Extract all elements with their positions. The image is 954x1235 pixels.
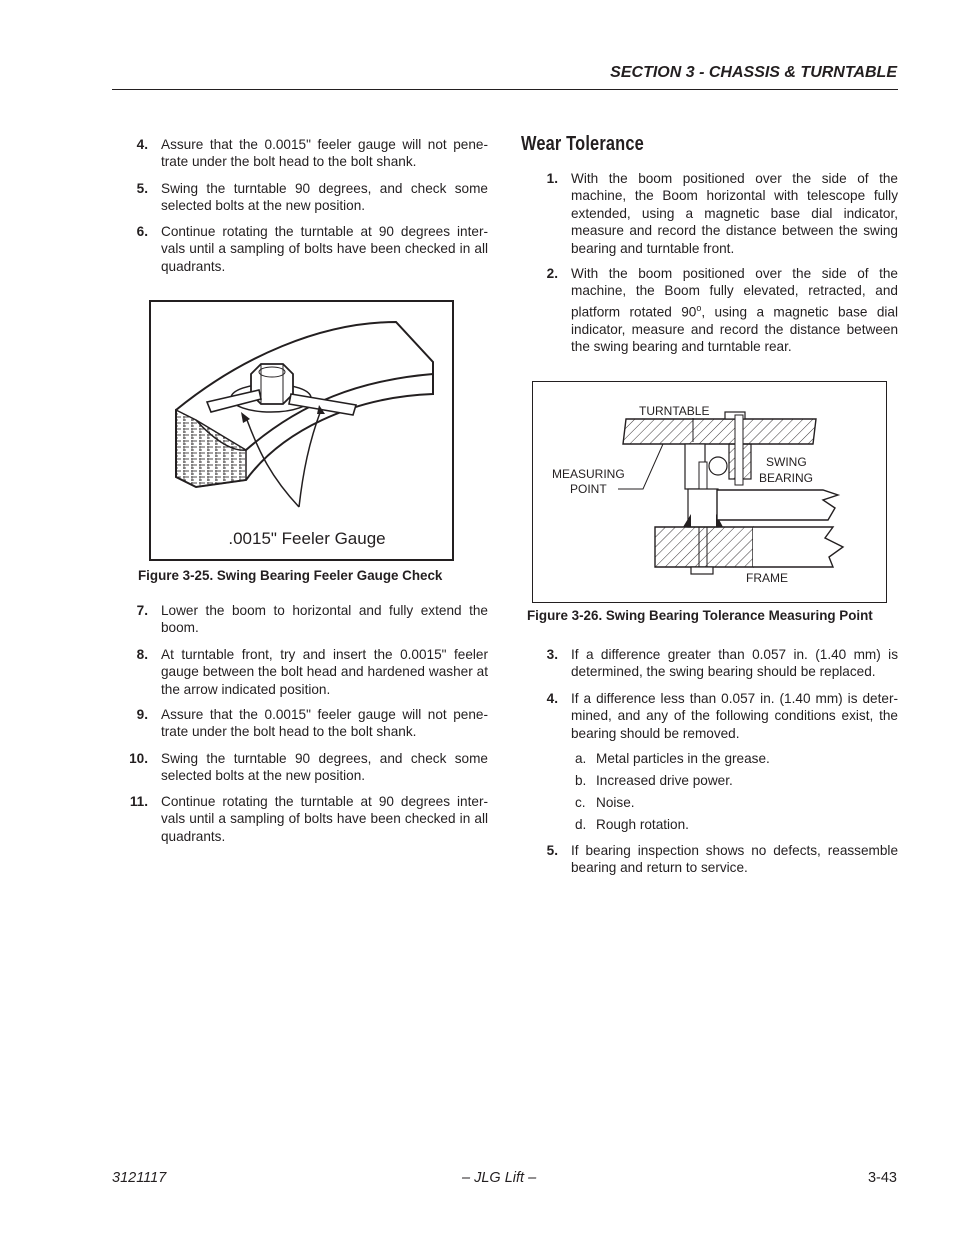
section-header-title: SECTION 3 - CHASSIS & TURNTABLE (610, 64, 897, 81)
step-number: 9. (136, 707, 148, 722)
label-measuring: MEASURING (552, 467, 625, 481)
step-number: 4. (546, 691, 558, 706)
step-number: 6. (136, 224, 148, 239)
step-text: Swing the turntable 90 degrees, and check some selected bolts at the new position. (161, 181, 488, 214)
step-number: 8. (136, 647, 148, 662)
label-point: POINT (570, 482, 607, 496)
step-text: With the boom positioned over the side of the machine, the Boom horizontal with telescope fully extended, using a magnetic base dial indicator, measure and record the distance between the swing bearing and turntable front. (571, 171, 898, 256)
footer-doc-number: 3121117 (112, 1170, 167, 1186)
step-text (571, 265, 898, 356)
degree-superscript: o (696, 302, 702, 313)
feeler-gauge-illustration (151, 302, 452, 559)
step-text: At turntable front, try and insert the 0.0015" feeler gauge between the bolt head and hardened washer at the arrow indicated position. (161, 647, 488, 697)
condition-text: Rough rotation. (596, 817, 689, 832)
label-bearing: BEARING (759, 471, 814, 485)
step-number: 5. (136, 181, 148, 196)
condition-letter: d. (575, 817, 587, 832)
step-text: If a difference less than 0.057 in. (1.40 mm) is deter-mined, and any of the following conditions exist, the bearing should be removed. (571, 691, 898, 741)
figure-tolerance-measuring-point (532, 381, 887, 603)
step-number: 5. (546, 843, 558, 858)
step-text: Lower the boom to horizontal and fully extend the boom. (161, 603, 488, 636)
step-number: 7. (136, 603, 148, 618)
condition-letter: c. (575, 795, 586, 810)
footer-page-number: 3-43 (867, 1170, 897, 1186)
condition-text: Metal particles in the grease. (596, 751, 770, 766)
step-text: If bearing inspection shows no defects, reassemble bearing and return to service. (571, 843, 898, 876)
step-number: 10. (129, 751, 148, 766)
step-number: 11. (129, 794, 148, 809)
measuring-point-diagram (533, 382, 886, 602)
step-number: 2. (546, 266, 558, 281)
section-heading: Wear Tolerance (521, 133, 644, 155)
step-text: Assure that the 0.0015" feeler gauge will not pene-trate under the bolt head to the bolt shank. (161, 137, 488, 170)
figure-caption: Figure 3-26. Swing Bearing Tolerance Measuring Point (527, 608, 873, 623)
feeler-gauge-label: .0015" Feeler Gauge (228, 529, 386, 548)
figure-feeler-gauge-check (149, 300, 454, 561)
label-turntable: TURNTABLE (639, 404, 710, 418)
step-text: Continue rotating the turntable at 90 degrees inter-vals until a sampling of bolts have been checked in all quadrants. (161, 224, 488, 274)
condition-letter: a. (575, 751, 587, 766)
step-text: If a difference greater than 0.057 in. (1.40 mm) is determined, the swing bearing should be replaced. (571, 647, 898, 680)
step-number: 4. (136, 137, 148, 152)
label-frame: FRAME (746, 571, 788, 585)
step-text: Assure that the 0.0015" feeler gauge will not pene-trate under the bolt head to the bolt shank. (161, 707, 488, 740)
header-rule (112, 89, 898, 90)
step-text: Continue rotating the turntable at 90 degrees inter-vals until a sampling of bolts have been checked in all quadrants. (161, 794, 488, 844)
label-swing: SWING (766, 455, 807, 469)
condition-text: Noise. (596, 795, 635, 810)
step-number: 3. (546, 647, 558, 662)
step-text-part: With the boom positioned over the side of the machine, the Boom fully elevated, retracted, and platform rotated 90 (571, 266, 898, 320)
footer-center: – JLG Lift – (462, 1170, 537, 1186)
step-text: Swing the turntable 90 degrees, and check some selected bolts at the new position. (161, 751, 488, 784)
step-number: 1. (546, 171, 558, 186)
figure-caption: Figure 3-25. Swing Bearing Feeler Gauge Check (138, 568, 443, 583)
condition-text: Increased drive power. (596, 773, 733, 788)
step-text-part: , using a magnetic base dial indicator, measure and record the distance between the swing bearing and turntable rear. (571, 304, 899, 355)
condition-letter: b. (575, 773, 587, 788)
